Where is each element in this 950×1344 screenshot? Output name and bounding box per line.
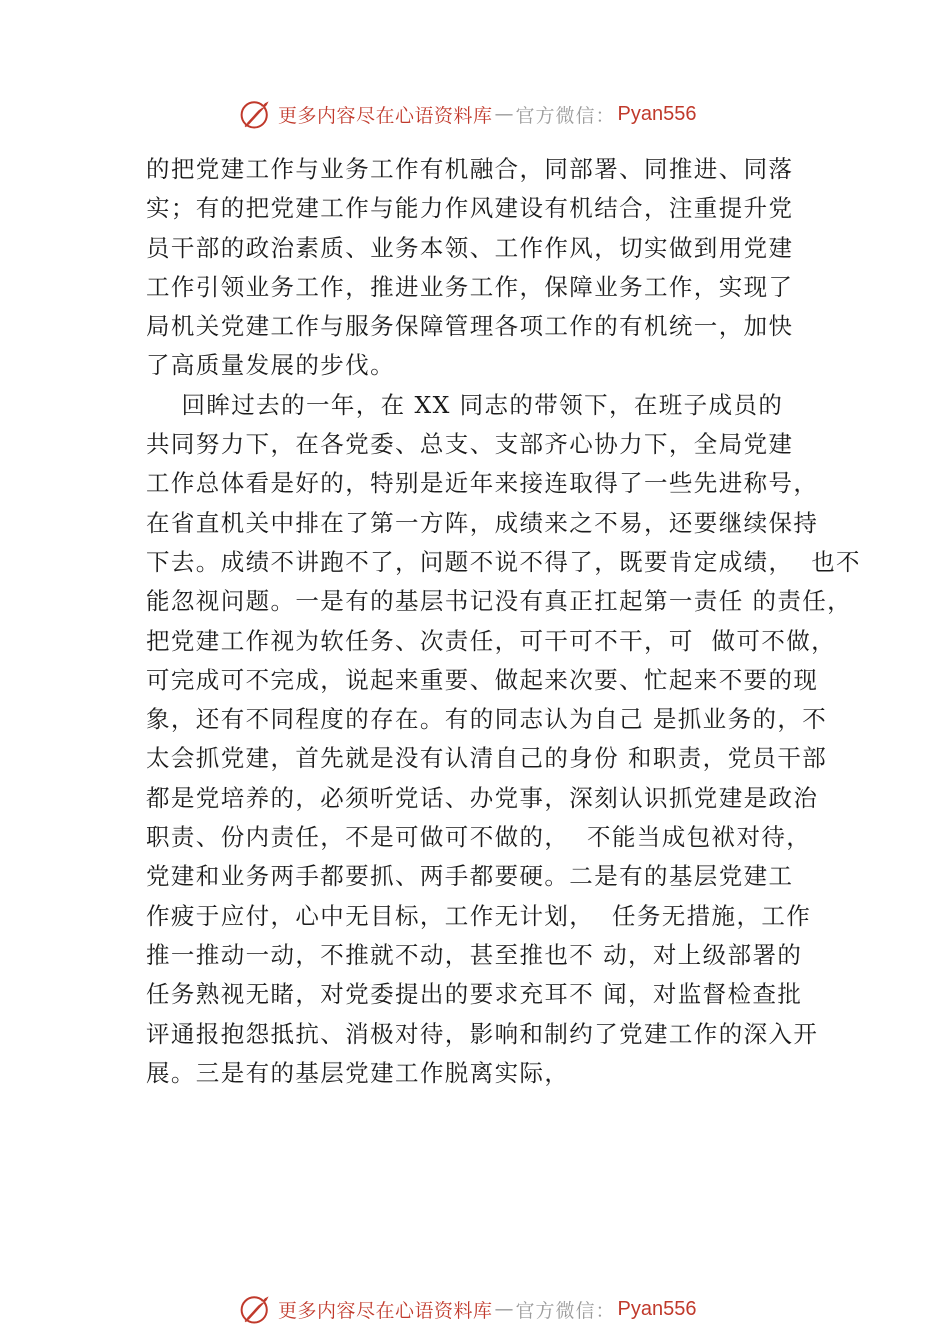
banner-separator: — (494, 103, 514, 125)
text-line: 的把党建工作与业务工作有机融合，同部署、同推进、同落 (146, 155, 794, 183)
text-line: 下去。成绩不讲跑不了，问题不说不得了，既要肯定成绩， 也不 (146, 547, 861, 576)
document-body (146, 150, 861, 1093)
text-line: 职责、份内责任，不是可做可不做的， 不能当成包袱对待， (146, 823, 812, 852)
text-line: 展。三是有的基层党建工作脱离实际， (146, 1058, 570, 1087)
text-line: 在省直机关中排在了第一方阵，成绩来之不易，还要继续保持 (146, 508, 819, 537)
banner-wechat-id: Pyan556 (617, 1297, 697, 1320)
text-line: 都是党培养的，必须听党话、办党事，深刻认识抓党建是政治 (146, 783, 819, 812)
banner-wechat-label: 官方微信： (515, 104, 616, 127)
text-line: 员干部的政治素质、业务本领、工作作风，切实做到用党建 (146, 233, 794, 262)
text-line: 作疲于应付，心中无目标，工作无计划， 任务无措施，工作 (146, 901, 812, 930)
text-line: 象，还有不同程度的存在。有的同志认为自己 是抓业务的，不 (146, 705, 828, 734)
banner-separator: — (494, 1298, 514, 1320)
text-line: 把党建工作视为软任务、次责任，可干可不干，可 做可不做， (146, 626, 837, 655)
text-line: 可完成可不完成，说起来重要、做起来次要、忙起来不要的现 (146, 665, 819, 694)
text-line: 实；有的把党建工作与能力作风建设有机结合，注重提升党 (146, 194, 794, 223)
text-line: 工作总体看是好的，特别是近年来接连取得了一些先进称号， (146, 469, 819, 498)
pen-quill-logo-icon (238, 96, 274, 132)
text-line: 能忽视问题。一是有的基层书记没有真正扛起第一责任 的责任， (146, 587, 853, 616)
text-line: 任务熟视无睹，对党委提出的要求充耳不 闻，对监督检查批 (146, 980, 803, 1009)
text-line: 评通报抱怨抵抗、消极对待，影响和制约了党建工作的深入开 (146, 1019, 819, 1048)
banner-wechat-id: Pyan556 (617, 102, 697, 125)
text-line: 共同努力下，在各党委、总支、支部齐心协力下，全局党建 (146, 430, 794, 459)
text-line: 太会抓党建，首先就是没有认清自己的身份 和职责，党员干部 (146, 744, 828, 773)
text-line: 推一推动一动，不推就不动，甚至推也不 动，对上级部署的 (146, 940, 803, 969)
text-line: 局机关党建工作与服务保障管理各项工作的有机统一，加快 (146, 312, 794, 341)
header-banner (238, 94, 697, 134)
text-line: 回眸过去的一年，在 XX 同志的带领下，在班子成员的 (146, 390, 784, 419)
text-line: 党建和业务两手都要抓、两手都要硬。二是有的基层党建工 (146, 862, 794, 891)
banner-wechat-label: 官方微信： (515, 1299, 616, 1322)
pen-quill-logo-icon (238, 1291, 274, 1327)
footer-banner (238, 1289, 697, 1329)
text-line: 工作引领业务工作，推进业务工作，保障业务工作，实现了 (146, 272, 794, 301)
banner-title: 更多内容尽在心语资料库 (278, 1299, 493, 1322)
banner-title: 更多内容尽在心语资料库 (278, 104, 493, 127)
text-line: 了高质量发展的步伐。 (146, 351, 395, 380)
